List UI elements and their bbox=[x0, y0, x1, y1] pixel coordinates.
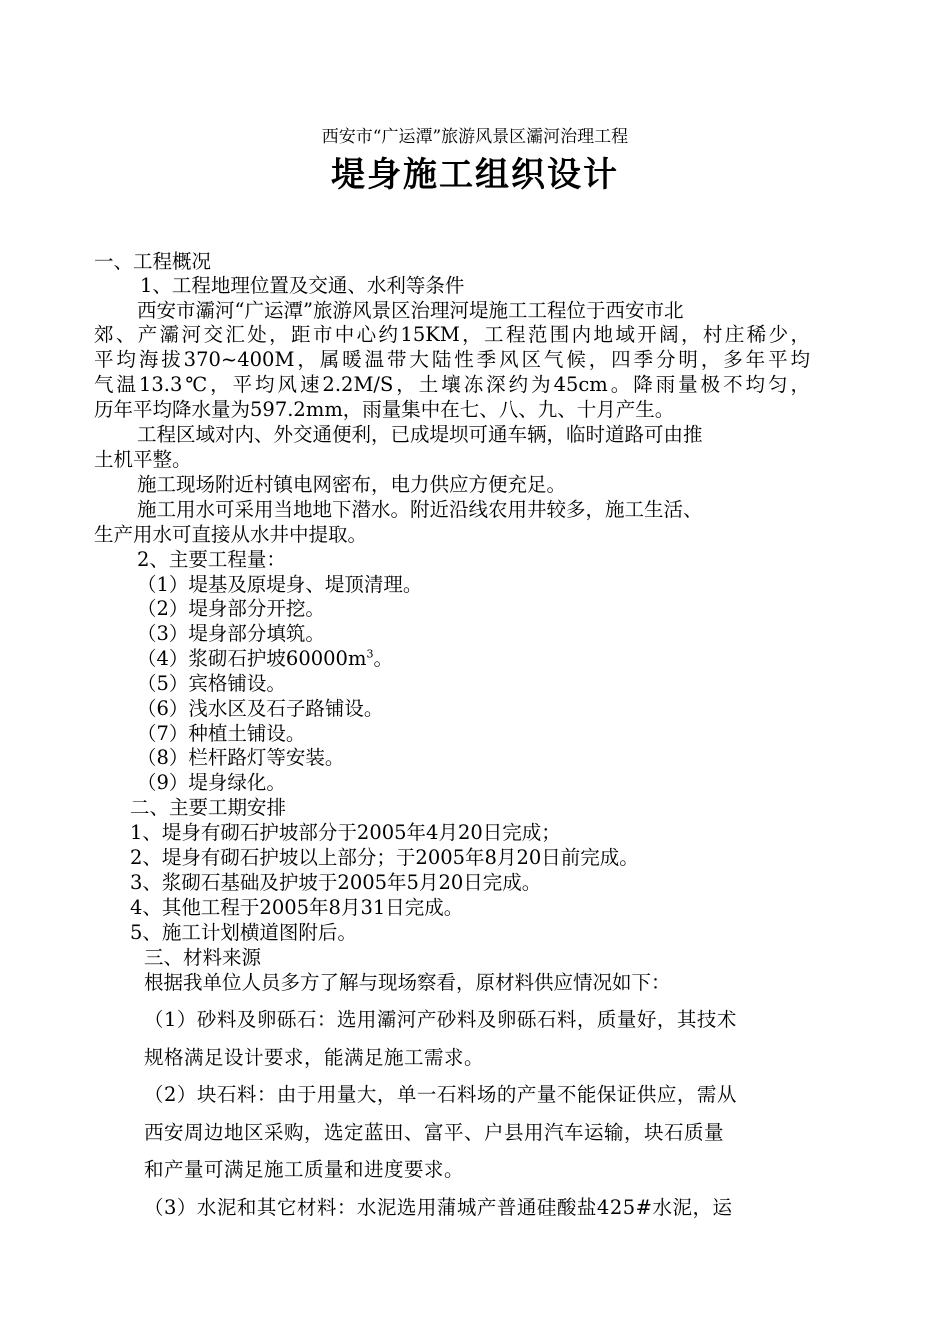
paragraph-line: 生产用水可直接从水井中提取。 bbox=[94, 523, 368, 546]
list-item: （3）堤身部分填筑。 bbox=[137, 622, 325, 645]
paragraph-line: 土机平整。 bbox=[94, 448, 192, 471]
schedule-item: 2、堤身有砌石护坡以上部分；于2005年8月20日前完成。 bbox=[130, 846, 639, 869]
paragraph-line: 气温13.3℃，平均风速2.2M/S，土壤冻深约为45cm。降雨量极不均匀， bbox=[94, 373, 810, 396]
list-item: （5）宾格铺设。 bbox=[137, 672, 286, 695]
paragraph-line: 平均海拔370~400M，属暖温带大陆性季风区气候，四季分明，多年平均 bbox=[94, 348, 810, 371]
schedule-item: 1、堤身有砌石护坡部分于2005年4月20日完成； bbox=[130, 821, 561, 844]
paragraph-line: 西安市灞河“广运潭”旅游风景区治理河堤施工工程位于西安市北 bbox=[137, 299, 684, 322]
material-line: 西安周边地区采购，选定蓝田、富平、户县用汽车运输，块石质量 bbox=[144, 1121, 725, 1144]
schedule-item: 4、其他工程于2005年8月31日完成。 bbox=[130, 896, 464, 919]
section-heading-materials: 三、材料来源 bbox=[144, 946, 262, 969]
superscript-cubed: 3 bbox=[366, 647, 374, 661]
section-heading-overview: 一、工程概况 bbox=[94, 250, 212, 273]
material-line: （2）块石料：由于用量大，单一石料场的产量不能保证供应，需从 bbox=[144, 1083, 737, 1106]
list-item: （7）种植土铺设。 bbox=[137, 722, 306, 745]
list-item: （6）浅水区及石子路铺设。 bbox=[137, 697, 384, 720]
paragraph-line: 根据我单位人员多方了解与现场察看，原材料供应情况如下： bbox=[144, 971, 671, 994]
paragraph-line: 施工用水可采用当地地下潜水。附近沿线农用井较多，施工生活、 bbox=[137, 498, 703, 521]
list-item-text: （4）浆砌石护坡60000m bbox=[137, 647, 367, 670]
section-heading-schedule: 二、主要工期安排 bbox=[130, 796, 287, 819]
document-title: 堤身施工组织设计 bbox=[331, 155, 619, 195]
subsection-heading-location: 1、工程地理位置及交通、水利等条件 bbox=[140, 274, 465, 297]
project-subtitle: 西安市“广运潭”旅游风景区灞河治理工程 bbox=[321, 127, 629, 147]
material-line: （3）水泥和其它材料：水泥选用蒲城产普通硅酸盐425#水泥，运 bbox=[144, 1196, 733, 1219]
paragraph-line: 历年平均降水量为597.2mm，雨量集中在七、八、九、十月产生。 bbox=[94, 398, 675, 421]
material-line: （1）砂料及卵砾石：选用灞河产砂料及卵砾石料，质量好，其技术 bbox=[144, 1008, 737, 1031]
subsection-heading-quantities: 2、主要工程量： bbox=[137, 548, 286, 571]
paragraph-line: 郊、产灞河交汇处，距市中心约15KM，工程范围内地域开阔，村庄稀少， bbox=[94, 323, 810, 346]
list-item: （1）堤基及原堤身、堤顶清理。 bbox=[137, 573, 423, 596]
paragraph-line: 工程区域对内、外交通便利，已成堤坝可通车辆，临时道路可由推 bbox=[137, 423, 703, 446]
paragraph-line: 施工现场附近村镇电网密布，电力供应方便充足。 bbox=[137, 473, 567, 496]
list-item: （9）堤身绿化。 bbox=[137, 771, 286, 794]
list-item-tail: 。 bbox=[373, 647, 393, 670]
list-item: （2）堤身部分开挖。 bbox=[137, 597, 325, 620]
list-item: （8）栏杆路灯等安装。 bbox=[137, 746, 345, 769]
material-line: 和产量可满足施工质量和进度要求。 bbox=[144, 1158, 465, 1181]
schedule-item: 5、施工计划横道图附后。 bbox=[130, 921, 357, 944]
list-item bbox=[137, 647, 393, 671]
material-line: 规格满足设计要求，能满足施工需求。 bbox=[144, 1046, 485, 1069]
schedule-item: 3、浆砌石基础及护坡于2005年5月20日完成。 bbox=[130, 871, 542, 894]
